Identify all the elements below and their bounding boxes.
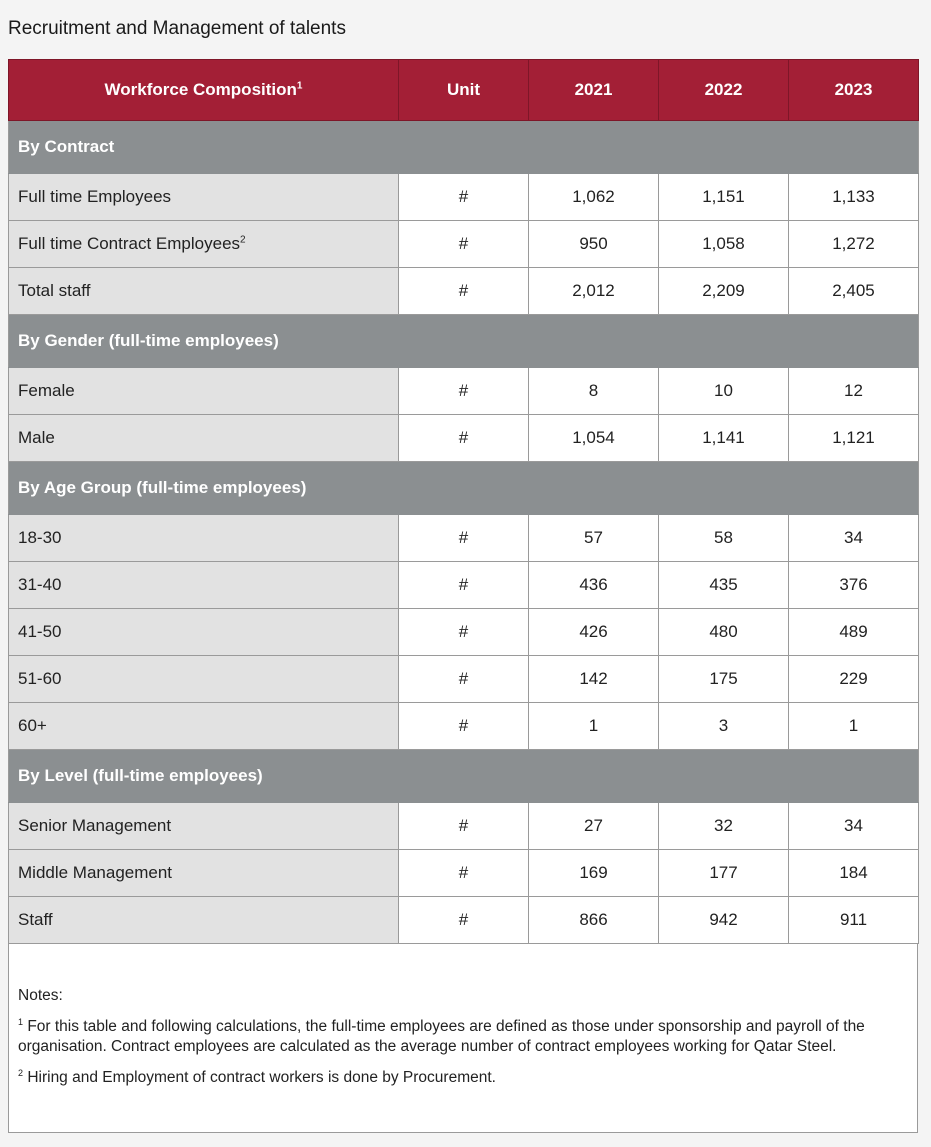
row-label-cell xyxy=(9,803,399,850)
unit-cell: # xyxy=(399,368,529,415)
unit-cell: # xyxy=(399,221,529,268)
table-row xyxy=(9,174,919,221)
row-label: 41-50 xyxy=(18,622,62,641)
value-cell: 1,054 xyxy=(529,415,659,462)
row-label: Female xyxy=(18,381,75,400)
header-workforce-composition xyxy=(9,60,399,121)
unit-cell: # xyxy=(399,897,529,944)
row-label: 31-40 xyxy=(18,575,62,594)
unit-cell: # xyxy=(399,656,529,703)
row-label-cell xyxy=(9,609,399,656)
row-label-cell xyxy=(9,515,399,562)
value-cell: 480 xyxy=(659,609,789,656)
section-title: By Level (full-time employees) xyxy=(9,750,919,803)
value-cell: 1,272 xyxy=(789,221,919,268)
value-cell: 2,405 xyxy=(789,268,919,315)
value-cell: 169 xyxy=(529,850,659,897)
value-cell: 34 xyxy=(789,803,919,850)
value-cell: 436 xyxy=(529,562,659,609)
table-row xyxy=(9,268,919,315)
row-label: Senior Management xyxy=(18,816,172,835)
value-cell: 27 xyxy=(529,803,659,850)
section-row xyxy=(9,750,919,803)
notes-box xyxy=(8,944,918,1133)
row-label-cell xyxy=(9,656,399,703)
row-label: Total staff xyxy=(18,281,91,300)
value-cell: 2,209 xyxy=(659,268,789,315)
value-cell: 950 xyxy=(529,221,659,268)
unit-cell: # xyxy=(399,609,529,656)
workforce-table-container xyxy=(8,59,918,1133)
note-text: Hiring and Employment of contract workers is done by Procurement. xyxy=(23,1069,496,1087)
workforce-table xyxy=(8,59,919,944)
footnote-marker: 2 xyxy=(18,1068,24,1079)
value-cell: 58 xyxy=(659,515,789,562)
header-label: Workforce Composition xyxy=(104,80,297,99)
row-label: 18-30 xyxy=(18,528,62,547)
footnote-marker: 1 xyxy=(18,1017,24,1027)
table-row xyxy=(9,897,919,944)
section-row xyxy=(9,462,919,515)
row-label-cell xyxy=(9,268,399,315)
value-cell: 8 xyxy=(529,368,659,415)
unit-cell: # xyxy=(399,562,529,609)
unit-cell: # xyxy=(399,415,529,462)
unit-cell: # xyxy=(399,703,529,750)
value-cell: 1,141 xyxy=(659,415,789,462)
value-cell: 184 xyxy=(789,850,919,897)
value-cell: 175 xyxy=(659,656,789,703)
value-cell: 1,121 xyxy=(789,415,919,462)
value-cell: 1,151 xyxy=(659,174,789,221)
page-title: Recruitment and Management of talents xyxy=(8,18,346,39)
footnote-marker: 2 xyxy=(240,234,246,246)
value-cell: 2,012 xyxy=(529,268,659,315)
value-cell: 177 xyxy=(659,850,789,897)
table-row xyxy=(9,221,919,268)
row-label-cell xyxy=(9,897,399,944)
row-label: 51-60 xyxy=(18,669,62,688)
row-label-cell xyxy=(9,703,399,750)
row-label: Male xyxy=(18,428,55,447)
unit-cell: # xyxy=(399,515,529,562)
row-label-cell xyxy=(9,562,399,609)
table-header-row xyxy=(9,60,919,121)
header-year: 2021 xyxy=(529,60,659,121)
table-row xyxy=(9,609,919,656)
header-unit: Unit xyxy=(399,60,529,121)
table-row xyxy=(9,850,919,897)
row-label-cell xyxy=(9,850,399,897)
unit-cell: # xyxy=(399,850,529,897)
value-cell: 10 xyxy=(659,368,789,415)
value-cell: 3 xyxy=(659,703,789,750)
value-cell: 1,058 xyxy=(659,221,789,268)
unit-cell: # xyxy=(399,268,529,315)
section-row xyxy=(9,315,919,368)
value-cell: 229 xyxy=(789,656,919,703)
table-row xyxy=(9,562,919,609)
value-cell: 435 xyxy=(659,562,789,609)
value-cell: 12 xyxy=(789,368,919,415)
table-row xyxy=(9,703,919,750)
value-cell: 57 xyxy=(529,515,659,562)
row-label-cell xyxy=(9,415,399,462)
table-row xyxy=(9,656,919,703)
row-label: Full time Employees xyxy=(18,187,172,206)
value-cell: 142 xyxy=(529,656,659,703)
unit-cell: # xyxy=(399,174,529,221)
value-cell: 32 xyxy=(659,803,789,850)
value-cell: 1 xyxy=(529,703,659,750)
row-label-cell xyxy=(9,368,399,415)
table-row xyxy=(9,515,919,562)
section-title: By Contract xyxy=(9,121,919,174)
note-item xyxy=(18,1063,908,1088)
value-cell: 942 xyxy=(659,897,789,944)
row-label-cell xyxy=(9,221,399,268)
row-label-cell xyxy=(9,174,399,221)
row-label: Middle Management xyxy=(18,863,173,882)
value-cell: 1,133 xyxy=(789,174,919,221)
value-cell: 34 xyxy=(789,515,919,562)
notes-heading: Notes: xyxy=(18,987,63,1004)
row-label: 60+ xyxy=(18,716,47,735)
footnote-marker: 1 xyxy=(296,80,303,92)
section-title: By Age Group (full-time employees) xyxy=(9,462,919,515)
table-row xyxy=(9,803,919,850)
note-text: For this table and following calculations, the full-time employees are defined as those under sponsorship and payroll of the organisation. Contract employees are calculated as the average number of contract employees working for Qatar Steel. xyxy=(18,1018,865,1056)
value-cell: 1,062 xyxy=(529,174,659,221)
row-label: Full time Contract Employees xyxy=(18,234,241,253)
unit-cell: # xyxy=(399,803,529,850)
note-item xyxy=(18,1012,908,1057)
row-label: Staff xyxy=(18,910,53,929)
value-cell: 376 xyxy=(789,562,919,609)
value-cell: 911 xyxy=(789,897,919,944)
table-row xyxy=(9,415,919,462)
section-row xyxy=(9,121,919,174)
table-body xyxy=(9,121,919,944)
section-title: By Gender (full-time employees) xyxy=(9,315,919,368)
header-year: 2022 xyxy=(659,60,789,121)
header-year: 2023 xyxy=(789,60,919,121)
table-row xyxy=(9,368,919,415)
value-cell: 426 xyxy=(529,609,659,656)
value-cell: 866 xyxy=(529,897,659,944)
value-cell: 1 xyxy=(789,703,919,750)
value-cell: 489 xyxy=(789,609,919,656)
